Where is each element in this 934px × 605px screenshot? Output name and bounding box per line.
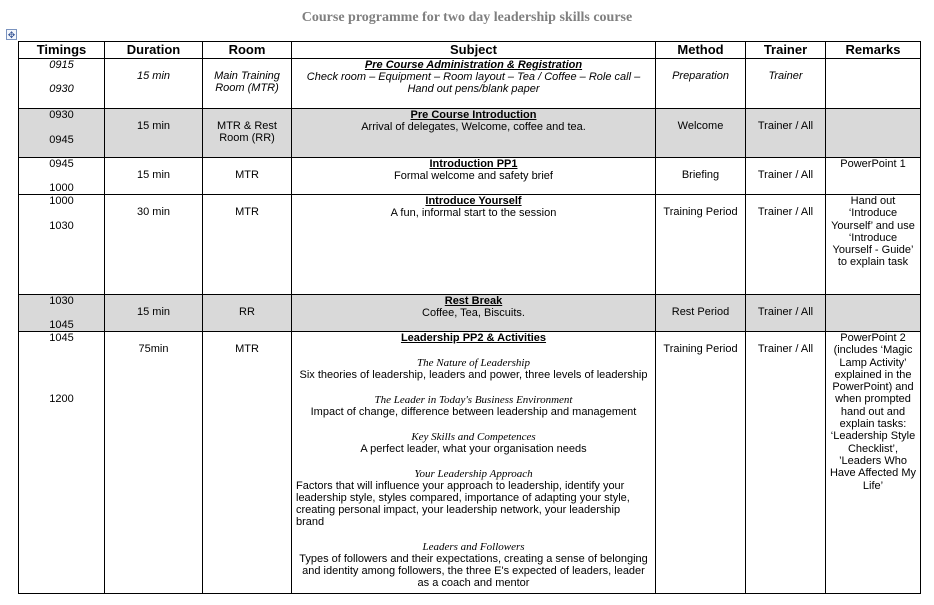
trainer-cell: Trainer / All <box>746 295 826 332</box>
method-cell: Welcome <box>656 109 746 158</box>
room-cell: RR <box>203 295 292 332</box>
header-row <box>19 42 921 59</box>
room-cell: MTR <box>203 195 292 295</box>
remarks-cell <box>826 59 921 109</box>
subject-line: A fun, informal start to the session <box>390 207 557 219</box>
section-title: Leaders and Followers <box>422 541 525 553</box>
timings-cell <box>19 158 105 195</box>
duration-cell: 15 min <box>105 158 203 195</box>
subject-title: Introduction PP1 <box>429 158 518 170</box>
end-time: 1000 <box>49 182 74 194</box>
room-cell: MTR <box>203 332 292 594</box>
duration-cell: 30 min <box>105 195 203 295</box>
duration-cell: 15 min <box>105 109 203 158</box>
end-time: 1030 <box>49 220 74 232</box>
table-row <box>19 295 921 332</box>
end-time: 1200 <box>49 393 74 405</box>
timings-cell <box>19 109 105 158</box>
timings-cell <box>19 295 105 332</box>
start-time: 0930 <box>49 109 74 121</box>
trainer-cell: Trainer / All <box>746 332 826 594</box>
subject-line: Formal welcome and safety brief <box>394 170 553 182</box>
remarks-cell <box>826 295 921 332</box>
start-time: 0945 <box>49 158 74 170</box>
duration-cell: 15 min <box>105 59 203 109</box>
timings-cell <box>19 59 105 109</box>
timings-cell <box>19 195 105 295</box>
section-title: Your Leadership Approach <box>414 468 533 480</box>
start-time: 1045 <box>49 332 74 344</box>
course-programme-table <box>18 41 921 594</box>
table-row <box>19 332 921 594</box>
duration-cell: 15 min <box>105 295 203 332</box>
section-title: Key Skills and Competences <box>411 431 536 443</box>
header-timings: Timings <box>19 42 105 59</box>
method-cell: Training Period <box>656 332 746 594</box>
end-time: 0945 <box>49 134 74 146</box>
document-title: Course programme for two day leadership skills course <box>301 10 633 25</box>
subject-line: Arrival of delegates, Welcome, coffee and tea. <box>361 121 586 133</box>
subject-cell <box>292 195 656 295</box>
subject-line: Coffee, Tea, Biscuits. <box>422 307 525 319</box>
method-cell: Rest Period <box>656 295 746 332</box>
start-time: 0915 <box>49 59 74 71</box>
move-handle-icon[interactable]: ✥ <box>7 30 16 40</box>
subject-title: Leadership PP2 & Activities <box>400 332 547 344</box>
table-row <box>19 158 921 195</box>
room-cell: MTR <box>203 158 292 195</box>
section-title: The Leader in Today's Business Environment <box>374 394 573 406</box>
start-time: 1000 <box>49 195 74 207</box>
remarks-cell: PowerPoint 2 (includes ‘Magic Lamp Activity’ explained in the PowerPoint) and when prompted hand out and explain tasks: ‘Leadership Style Checklist’, ’Leaders Who Have Affected My Life’ <box>826 332 921 594</box>
header-remarks: Remarks <box>826 42 921 59</box>
subject-title: Introduce Yourself <box>425 195 522 207</box>
room-cell: MTR & Rest Room (RR) <box>203 109 292 158</box>
header-room: Room <box>203 42 292 59</box>
subject-title: Pre Course Introduction <box>410 109 537 121</box>
subject-cell <box>292 109 656 158</box>
subject-cell <box>292 158 656 195</box>
subject-title: Pre Course Administration & Registration <box>364 59 583 71</box>
remarks-cell: PowerPoint 1 <box>826 158 921 195</box>
header-trainer: Trainer <box>746 42 826 59</box>
subject-cell <box>292 59 656 109</box>
table-row <box>19 195 921 295</box>
method-cell: Briefing <box>656 158 746 195</box>
header-subject: Subject <box>292 42 656 59</box>
timings-cell <box>19 332 105 594</box>
start-time: 1030 <box>49 295 74 307</box>
room-cell: Main Training Room (MTR) <box>203 59 292 109</box>
remarks-cell <box>826 109 921 158</box>
end-time: 1045 <box>49 319 74 331</box>
trainer-cell: Trainer / All <box>746 195 826 295</box>
subject-cell <box>292 295 656 332</box>
subject-line: Hand out pens/blank paper <box>407 83 540 95</box>
section-title: The Nature of Leadership <box>417 357 530 369</box>
header-method: Method <box>656 42 746 59</box>
subject-title: Rest Break <box>444 295 503 307</box>
table-row <box>19 109 921 158</box>
table-row <box>19 59 921 109</box>
end-time: 0930 <box>49 83 74 95</box>
section-body: Types of followers and their expectations, creating a sense of belonging and identity among followers, the three E's expected of leaders, leader as a coach and mentor <box>299 553 648 589</box>
section-body: Impact of change, difference between leadership and management <box>310 406 637 418</box>
trainer-cell: Trainer <box>746 59 826 109</box>
remarks-cell: Hand out ‘Introduce Yourself’ and use ‘Introduce Yourself - Guide’ to explain task <box>826 195 921 295</box>
method-cell: Training Period <box>656 195 746 295</box>
section-body: Factors that will influence your approach to leadership, identify your leadership style, styles compared, importance of adapting your style, creating personal impact, your leadership network, your leadership brand <box>296 480 630 528</box>
subject-line: Check room – Equipment – Room layout – Tea / Coffee – Role call – <box>306 71 641 83</box>
section-body: A perfect leader, what your organisation needs <box>360 443 587 455</box>
duration-cell: 75min <box>105 332 203 594</box>
method-cell: Preparation <box>656 59 746 109</box>
subject-cell <box>292 332 656 594</box>
trainer-cell: Trainer / All <box>746 109 826 158</box>
section-body: Six theories of leadership, leaders and power, three levels of leadership <box>299 369 648 381</box>
header-duration: Duration <box>105 42 203 59</box>
trainer-cell: Trainer / All <box>746 158 826 195</box>
